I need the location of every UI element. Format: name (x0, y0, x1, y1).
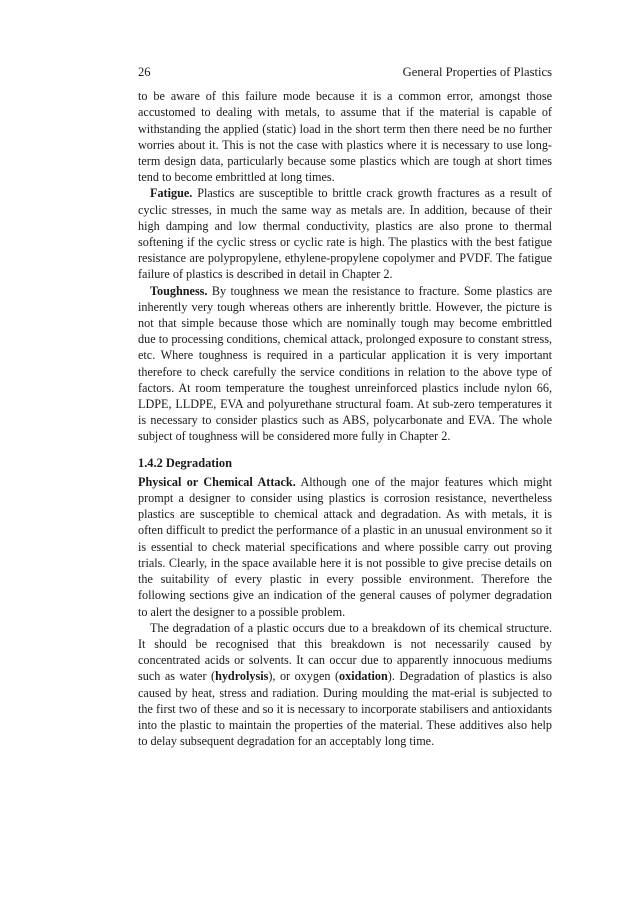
book-page (138, 64, 552, 749)
fatigue-body: Plastics are susceptible to brittle crack growth fractures as a result of cyclic stresses, in much the same way as metals are. In addition, because of their high damping and low thermal conductivity, plastics are also prone to thermal softening if the cyclic stress or cyclic rate is high. The plastics with the best fatigue resistance are polypropylene, ethylene-propylene copolymer and PVDF. The fatigue failure of plastics is described in detail in Chapter 2. (138, 186, 552, 282)
paragraph-toughness (138, 283, 552, 445)
degradation-text-3: ). Degradation of plastics is also caused by heat, stress and radiation. During moulding the mat-erial is subjected to the first two of these and so it is necessary to incorporate stabilisers and antioxidants into the plastic to maintain the properties of the material. These additives also help to delay subsequent degradation for an acceptably long time. (138, 669, 552, 749)
physical-attack-body: Although one of the major features which might prompt a designer to consider using plastics is corrosion resistance, nevertheless plastics are susceptible to chemical attack and degradation. As with metals, it is often difficult to predict the performance of a plastic in an unusual environment so it is essential to check material specifications and where possible carry out proving trials. Clearly, in the space available here it is not possible to give precise details on the suitability of every plastic in every possible environment. Therefore the following sections give an indication of the general causes of polymer degradation to alert the designer to a possible problem. (138, 474, 552, 619)
paragraph-fatigue (138, 185, 552, 282)
degradation-text-1: The degradation of a plastic occurs due to a breakdown of its chemical structure. It should be recognised that this breakdown is not necessarily caused by concentrated acids or solvents. It can occur due to apparently innocuous mediums such as water ( (138, 620, 552, 684)
fatigue-run-in-heading: Fatigue. (150, 186, 193, 201)
toughness-body: By toughness we mean the resistance to fracture. Some plastics are inherently very tough whereas others are inherently brittle. However, the picture is not that simple because those which are nominally tough may become embrittled due to processing conditions, chemical attack, prolonged exposure to constant stress, etc. Where toughness is required in a particular application it is very important therefore to check carefully the service conditions in relation to the above type of factors. At room temperature the toughest unreinforced plastics include nylon 66, LDPE, LLDPE, EVA and polyurethane structural foam. At sub-zero temperatures it is necessary to consider plastics such as ABS, polycarbonate and EVA. The whole subject of toughness will be considered more fully in Chapter 2. (138, 283, 552, 444)
page-number: 26 (138, 65, 151, 79)
paragraph-failure-continuation: to be aware of this failure mode because it is a common error, amongst those accustomed to dealing with metals, to assume that if the material is capable of withstanding the applied (static) load in the short term then there need be no further worries about it. This is not the case with plastics where it is necessary to use long-term design data, particularly because some plastics which are tough at short times tend to become embrittled at long times. (138, 89, 552, 185)
running-title: General Properties of Plastics (402, 65, 552, 79)
degradation-text-2: ), or oxygen ( (268, 669, 339, 684)
physical-attack-run-in-heading: Physical or Chemical Attack. (138, 474, 296, 489)
section-heading-degradation: 1.4.2 Degradation (138, 455, 232, 470)
running-header (138, 64, 552, 80)
paragraph-physical-chemical-attack (138, 474, 552, 620)
term-oxidation: oxidation (339, 669, 388, 684)
toughness-run-in-heading: Toughness. (150, 283, 208, 298)
term-hydrolysis: hydrolysis (215, 669, 269, 684)
paragraph-degradation-causes (138, 620, 552, 750)
